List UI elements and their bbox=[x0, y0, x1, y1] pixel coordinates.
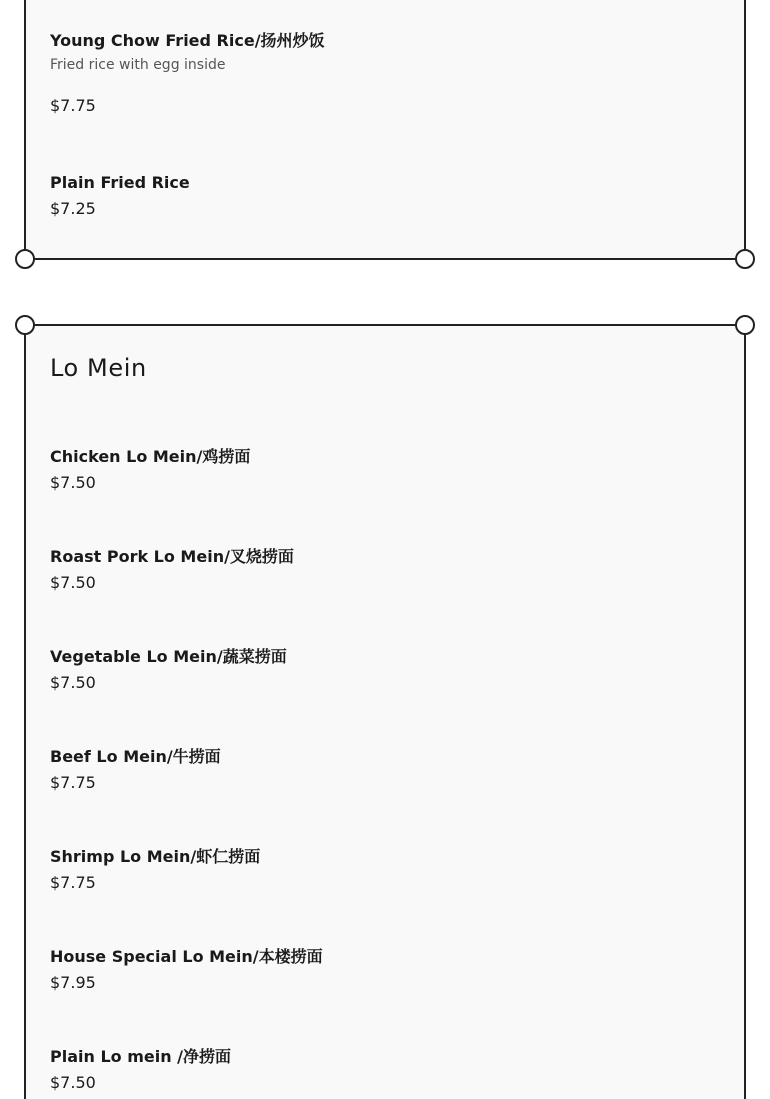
item-price: $7.75 bbox=[50, 96, 96, 115]
item-name: Shrimp Lo Mein/虾仁捞面 bbox=[50, 847, 261, 866]
menu-item bbox=[50, 646, 720, 694]
menu-item bbox=[50, 946, 720, 994]
item-price: $7.50 bbox=[50, 673, 96, 692]
item-price: $7.50 bbox=[50, 473, 96, 492]
item-price: $7.95 bbox=[50, 973, 96, 992]
menu-item bbox=[50, 1046, 720, 1094]
item-name: Roast Pork Lo Mein/叉烧捞面 bbox=[50, 547, 294, 566]
item-price: $7.50 bbox=[50, 1073, 96, 1092]
menu-item bbox=[50, 846, 720, 894]
menu-item bbox=[50, 172, 720, 220]
item-name: Plain Lo mein /净捞面 bbox=[50, 1047, 232, 1066]
menu-item bbox=[50, 30, 720, 117]
menu-item bbox=[50, 546, 720, 594]
section-title: Lo Mein bbox=[50, 354, 147, 382]
item-price: $7.75 bbox=[50, 773, 96, 792]
item-name: House Special Lo Mein/本楼捞面 bbox=[50, 947, 323, 966]
item-price: $7.50 bbox=[50, 573, 96, 592]
item-name: Plain Fried Rice bbox=[50, 173, 190, 192]
fried-rice-card bbox=[24, 0, 746, 260]
item-name: Young Chow Fried Rice/扬州炒饭 bbox=[50, 31, 325, 50]
menu-item bbox=[50, 446, 720, 494]
item-price: $7.25 bbox=[50, 199, 96, 218]
lo-mein-card bbox=[24, 324, 746, 1099]
item-name: Chicken Lo Mein/鸡捞面 bbox=[50, 447, 251, 466]
menu-item bbox=[50, 746, 720, 794]
item-price: $7.75 bbox=[50, 873, 96, 892]
item-name: Beef Lo Mein/牛捞面 bbox=[50, 747, 221, 766]
corner-notch bbox=[735, 315, 755, 335]
corner-notch bbox=[15, 249, 35, 269]
corner-notch bbox=[15, 315, 35, 335]
item-description: Fried rice with egg inside bbox=[50, 57, 226, 73]
corner-notch bbox=[735, 249, 755, 269]
item-name: Vegetable Lo Mein/蔬菜捞面 bbox=[50, 647, 287, 666]
